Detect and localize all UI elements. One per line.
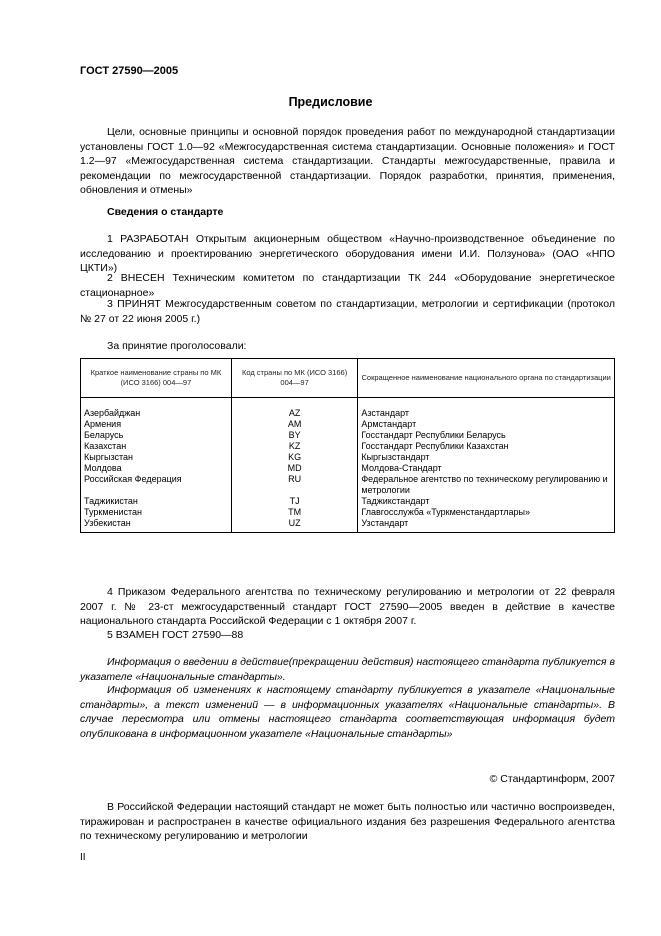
column-header-country: Краткое наименование страны по МК (ИСО 3166) 004—97 — [81, 359, 232, 398]
item-1: 1 РАЗРАБОТАН Открытым акционерным обществом «Научно-производственное объединение по исследованию и проектированию энергетического оборудования имени И.И. Ползунова» (ОАО «НПО ЦКТИ») — [80, 233, 615, 274]
info-heading: Сведения о стандарте — [107, 206, 224, 218]
table-row — [81, 474, 615, 496]
code-cell: UZ — [231, 518, 358, 533]
table-row — [81, 408, 615, 419]
table-row — [81, 463, 615, 474]
notice-changes: Информация об изменениях к настоящему стандарту публикуется в указателе «Национальные стандарты», а текст изменений — в информационных указателях «Национальные стандарты». В случае пересмотра или отмены настоящего стандарта соответствующая информация будет опубликована в информационном указателе «Национальные стандарты» — [80, 684, 615, 740]
country-cell: Российская Федерация — [81, 474, 232, 496]
body-cell: Госстандарт Республики Казахстан — [358, 441, 615, 452]
code-cell: KG — [231, 452, 358, 463]
body-cell: Госстандарт Республики Беларусь — [358, 430, 615, 441]
body-cell: Армстандарт — [358, 419, 615, 430]
code-cell: TJ — [231, 496, 358, 507]
table-header-row — [81, 359, 615, 398]
table-row — [81, 452, 615, 463]
body-cell: Азстандарт — [358, 408, 615, 419]
country-cell: Туркменистан — [81, 507, 232, 518]
rights-notice: В Российской Федерации настоящий стандарт не может быть полностью или частично воспроизведен, тиражирован и распространен в качестве официального издания без разрешения Федерального агентства по техническому регулированию и метрологии — [80, 801, 615, 842]
country-cell: Беларусь — [81, 430, 232, 441]
code-cell: TM — [231, 507, 358, 518]
item-5: 5 ВЗАМЕН ГОСТ 27590—88 — [107, 629, 244, 641]
item-2: 2 ВНЕСЕН Техническим комитетом по стандартизации ТК 244 «Оборудование энергетическое стационарное» — [80, 272, 615, 299]
table-row — [81, 496, 615, 507]
country-cell: Узбекистан — [81, 518, 232, 533]
country-cell: Кыргызстан — [81, 452, 232, 463]
code-cell: MD — [231, 463, 358, 474]
column-header-body: Сокращенное наименование национального органа по стандартизации — [358, 359, 615, 398]
page-title: Предисловие — [288, 95, 373, 109]
country-cell: Молдова — [81, 463, 232, 474]
copyright-line: © Стандартинформ, 2007 — [489, 773, 615, 785]
table-row — [81, 430, 615, 441]
table-row — [81, 518, 615, 533]
document-header: ГОСТ 27590—2005 — [80, 65, 179, 77]
country-cell: Азербайджан — [81, 408, 232, 419]
item-4: 4 Приказом Федерального агентства по техническому регулированию и метрологии от 22 февраля 2007 г. № 23-ст межгосударственный стандарт ГОСТ 27590—2005 введен в действие в качестве национального стандарта Российской Федерации с 1 октября 2007 г. — [80, 586, 615, 627]
item-3: 3 ПРИНЯТ Межгосударственным советом по стандартизации, метрологии и сертификации (протокол № 27 от 22 июня 2005 г.) — [80, 298, 615, 325]
code-cell: BY — [231, 430, 358, 441]
voting-table — [80, 358, 615, 533]
table-row — [81, 441, 615, 452]
intro-paragraph: Цели, основные принципы и основной порядок проведения работ по международной стандартизации установлены ГОСТ 1.0—92 «Межгосударственная система стандартизации. Основные положения» и ГОСТ 1.2—97 «Межгосударственная система стандартизации. Стандарты межгосударственные, правила и рекомендации по межгосударственной стандартизации. Порядок разработки, принятия, применения, обновления и отмены» — [80, 126, 615, 196]
notice-introduction: Информация о введении в действие(прекращении действия) настоящего стандарта публикуется в указателе «Национальные стандарты». — [80, 656, 615, 683]
country-cell: Таджикистан — [81, 496, 232, 507]
country-cell: Казахстан — [81, 441, 232, 452]
code-cell: AM — [231, 419, 358, 430]
code-cell: RU — [231, 474, 358, 496]
table-row — [81, 507, 615, 518]
body-cell: Узстандарт — [358, 518, 615, 533]
column-header-code: Код страны по МК (ИСО 3166) 004—97 — [231, 359, 358, 398]
page-number: II — [80, 852, 86, 863]
code-cell: AZ — [231, 408, 358, 419]
body-cell: Молдова-Стандарт — [358, 463, 615, 474]
body-cell: Главгосслужба «Туркменстандартлары» — [358, 507, 615, 518]
voted-label: За принятие проголосовали: — [107, 340, 247, 352]
country-cell: Армения — [81, 419, 232, 430]
body-cell: Таджикстандарт — [358, 496, 615, 507]
body-cell: Федеральное агентство по техническому регулированию и метрологии — [358, 474, 615, 496]
body-cell: Кыргызстандарт — [358, 452, 615, 463]
code-cell: KZ — [231, 441, 358, 452]
table-row — [81, 419, 615, 430]
